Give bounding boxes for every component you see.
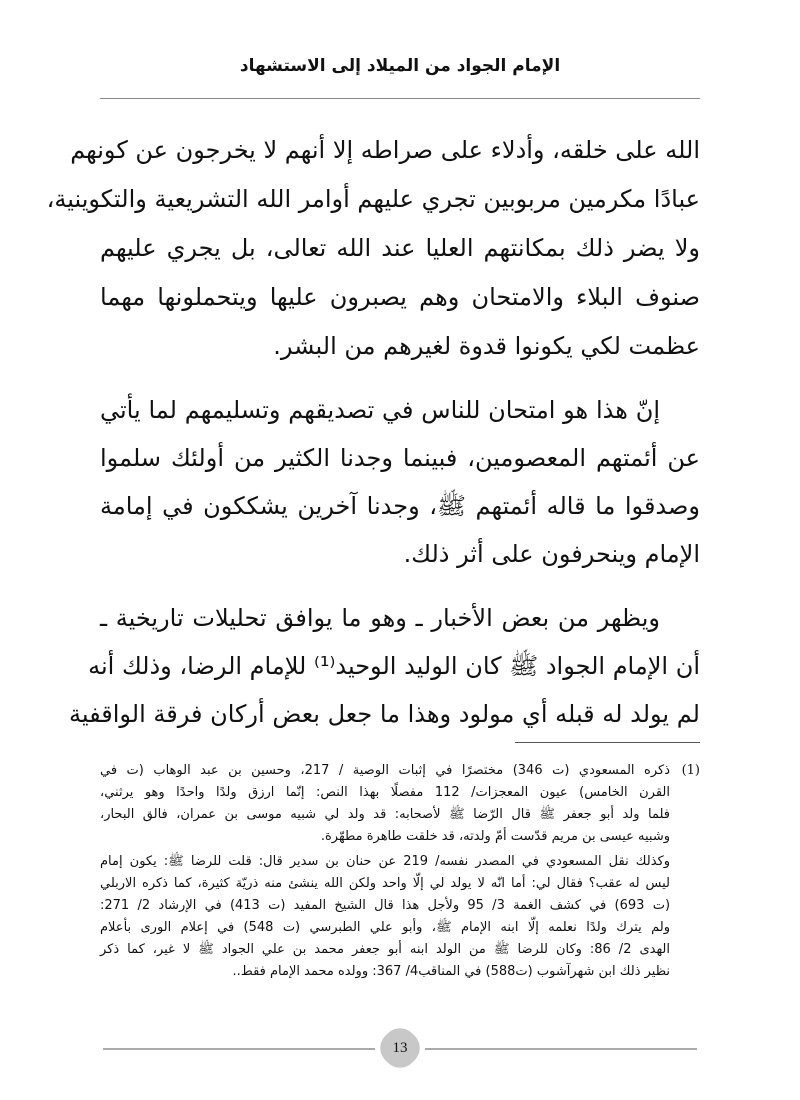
- body-line: عن أئمتهم المعصومين، فبينما وجدنا الكثير من أولئك سلموا: [100, 444, 700, 472]
- footnote-line: (ت 693) في كشف الغمة 3/ 95 ولأجل هذا قال الشيخ المفيد (ت 413) في الإرشاد 2/ 271:: [100, 898, 671, 913]
- footnote-divider: [515, 742, 700, 743]
- footnote-line: القرن الخامس) عيون المعجزات/ 112 مفصلًا بهذا النص: إنّما ارزق ولدًا واحدًا وهو يرثني،: [100, 785, 670, 800]
- footer-rule-right: [425, 1048, 697, 1050]
- header-divider: [100, 98, 700, 99]
- body-line: عبادًا مكرمين مربوبين تجري عليهم أوامر الله التشريعية والتكوينية،: [46, 185, 700, 213]
- body-line: الإمام وينحرفون على أثر ذلك.: [403, 540, 700, 568]
- body-line: أن الإمام الجواد ﷺ كان الوليد الوحيد⁽¹⁾ للإمام الرضا، وذلك أنه: [88, 652, 700, 680]
- footnote-line: فلما ولد أبو جعفر ﷺ قال الرّضا ﷺ لأصحابه: قد ولد لي شبيه موسى بن عمران، فالق البحار،: [100, 807, 670, 822]
- footnote-line: الهدى 2/ 86: وكان للرضا ﷺ من الولد ابنه أبو جعفر محمد بن علي الجواد ﷺ لا غير، كما ذكر: [100, 942, 671, 957]
- body-line: ويظهر من بعض الأخبار ـ وهو ما يوافق تحليلات تاريخية ـ: [100, 604, 660, 632]
- footnote-line: نظير ذلك ابن شهرآشوب (ت588) في المناقب4/ 367: وولده محمد الإمام فقط..: [232, 964, 670, 979]
- body-line: الله على خلقه، وأدلاء على صراطه إلا أنهم لا يخرجون عن كونهم: [70, 136, 700, 164]
- body-line: إنّ هذا هو امتحان للناس في تصديقهم وتسليمهم لما يأتي: [100, 396, 660, 424]
- body-line: لم يولد له قبله أي مولود وهذا ما جعل بعض أركان فرقة الواقفية: [68, 700, 700, 728]
- body-line: وصدقوا ما قاله أئمتهم ﷺ، وجدنا آخرين يشككون في إمامة: [100, 492, 700, 520]
- running-header-title: الإمام الجواد من الميلاد إلى الاستشهاد: [239, 56, 561, 76]
- body-line: صنوف البلاء والامتحان وهم يصبرون عليها ويتحملونها مهما: [100, 283, 700, 311]
- footnote-line: ذكره المسعودي (ت 346) مختصرًا في إثبات الوصية / 217، وحسين بن عبد الوهاب (ت في: [100, 763, 670, 778]
- footnote-line: وكذلك نقل المسعودي في المصدر نفسه/ 219 عن حنان بن سدير قال: قلت للرضا ﷺ: يكون إمام: [100, 854, 670, 869]
- footnote-line: ولم يترك ولدًا نعلمه إلّا ابنه الإمام ﷺ، وأبو علي الطبرسي (ت 548) في إعلام الورى بأعلام: [100, 920, 670, 935]
- body-line: ولا يضر ذلك بمكانتهم العليا عند الله تعالى، بل يجري عليهم: [100, 234, 700, 262]
- footnote-line: ليس له عقب؟ فقال لي: أما انّه لا يولد لي إلّا واحد ولكن الله ينشئ منه ذريّة كثيرة، كما ذكره الاربلي: [100, 876, 670, 891]
- footnote-line: وشبيه عيسى بن مريم قدّست أمّ ولدته، قد خلقت طاهرة مطهّرة.: [320, 829, 670, 844]
- page-number: 13: [392, 1040, 408, 1056]
- footnote-number: (1): [681, 763, 700, 778]
- footer-rule-left: [103, 1048, 375, 1050]
- body-line: عظمت لكي يكونوا قدوة لغيرهم من البشر.: [273, 332, 700, 360]
